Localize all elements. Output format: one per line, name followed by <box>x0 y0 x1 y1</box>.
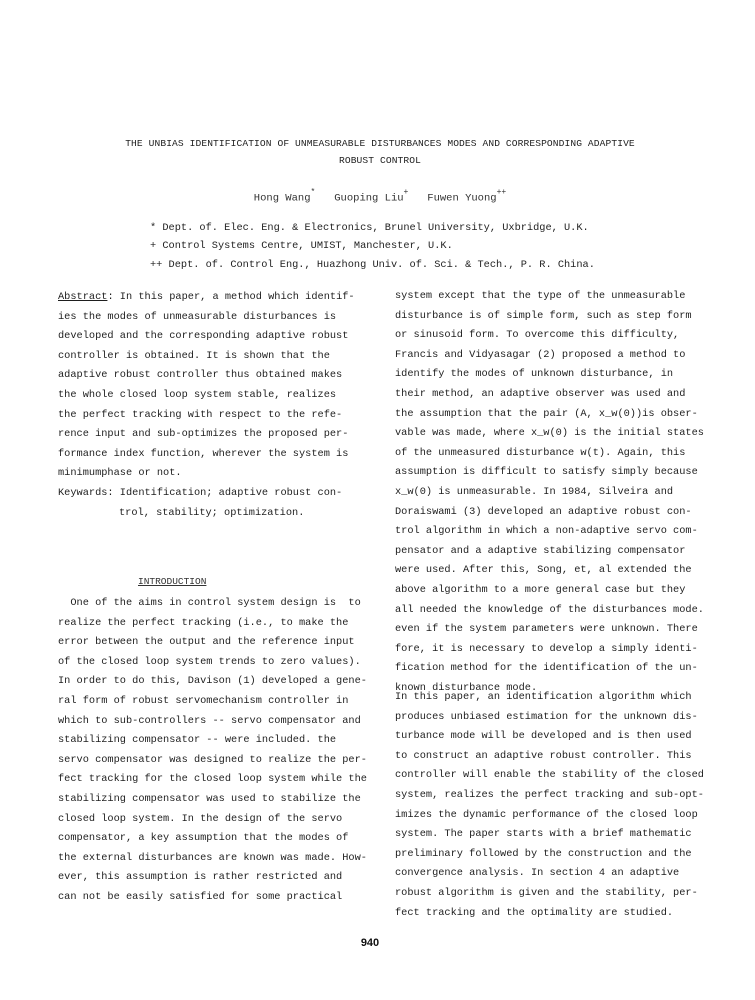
body-line: fect tracking and the optimality are studied. <box>395 906 674 919</box>
body-line: imizes the dynamic performance of the closed loop <box>395 808 698 821</box>
author-name: Hong Wang <box>253 192 311 205</box>
page-number: 940 <box>360 937 380 949</box>
intro-line: can not be easily satisfied for some practical <box>58 890 343 903</box>
right-column-paragraph-1 <box>395 287 705 698</box>
intro-line: stabilizing compensator -- were included. the <box>58 734 337 747</box>
intro-line: of the closed loop system trends to zero values). <box>58 655 361 668</box>
body-line: system except that the type of the unmeasurable <box>395 290 686 302</box>
body-line: known disturbance mode. <box>395 681 538 694</box>
intro-line: One of the aims in control system design is to <box>58 597 361 609</box>
body-line: Doraiswami (3) developed an adaptive robust con- <box>395 505 692 518</box>
paper-title-line-2: ROBUST CONTROL <box>338 155 421 166</box>
abstract-line: minimumphase or not. <box>58 467 182 480</box>
body-line: all needed the knowledge of the disturbances mode. <box>395 603 704 616</box>
affiliation: + Control Systems Centre, UMIST, Manchester, U.K. <box>150 240 453 252</box>
abstract-line: rence input and sub-optimizes the proposed per- <box>58 428 349 441</box>
intro-line: which to sub-controllers -- servo compensator and <box>58 714 361 727</box>
abstract-line: the perfect tracking with respect to the refe- <box>58 408 343 421</box>
section-heading-introduction: INTRODUCTION <box>138 576 207 587</box>
intro-line: ever, this assumption is rather restricted and <box>58 871 343 884</box>
introduction-block <box>58 594 367 908</box>
body-line: system. The paper starts with a brief mathematic <box>395 828 692 841</box>
body-line: their method, an adaptive observer was used and <box>395 387 686 400</box>
intro-line: closed loop system. In the design of the servo <box>58 812 343 825</box>
body-line: trol algorithm in which a non-adaptive servo com- <box>395 525 698 538</box>
abstract-line: ies the modes of unmeasurable disturbances is <box>58 310 337 323</box>
body-line: the assumption that the pair (A, x_w(0))is obser- <box>395 407 698 420</box>
author-mark: + <box>403 188 409 197</box>
body-line: x_w(0) is unmeasurable. In 1984, Silveira and <box>395 485 674 498</box>
abstract-line: controller is obtained. It is shown that the <box>58 349 330 362</box>
body-line: fore, it is necessary to develop a simply identi- <box>395 642 698 655</box>
intro-line: fect tracking for the closed loop system while the <box>58 773 367 786</box>
body-line: vable was made, where x_w(0) is the initial states <box>395 427 704 440</box>
abstract-line: formance index function, wherever the system is <box>58 447 349 460</box>
intro-line: the external disturbances are known was made. How- <box>58 851 367 864</box>
body-line: system, realizes the perfect tracking and sub-opt- <box>395 788 704 801</box>
body-line: fication method for the identification of the un- <box>395 662 698 675</box>
author-name: Guoping Liu <box>334 192 404 205</box>
right-column-paragraph-2 <box>395 688 705 923</box>
keywords-line: trol, stability; optimization. <box>119 506 305 519</box>
paper-title-line-1: THE UNBIAS IDENTIFICATION OF UNMEASURABLE DISTURBANCES MODES AND CORRESPONDING ADAPTIVE <box>125 138 635 149</box>
body-line: identify the modes of unknown disturbance, in <box>395 368 674 381</box>
body-line: assumption is difficult to satisfy simply because <box>395 466 698 479</box>
body-line: of the unmeasured disturbance w(t). Again, this <box>395 446 686 459</box>
intro-line: stabilizing compensator was used to stabilize the <box>58 792 361 805</box>
body-line: to construct an adaptive robust controller. This <box>395 749 692 762</box>
author-name: Fuwen Yuong <box>427 192 497 205</box>
body-line: were used. After this, Song, et, al extended the <box>395 564 692 577</box>
intro-line: realize the perfect tracking (i.e., to make the <box>58 616 349 629</box>
body-line: or sinusoid form. To overcome this difficulty, <box>395 329 680 342</box>
body-line: above algorithm to a more general case but they <box>395 583 686 596</box>
intro-line: ral form of robust servomechanism controller in <box>58 694 349 707</box>
abstract-block <box>58 288 363 523</box>
affiliation: ++ Dept. of. Control Eng., Huazhong Univ. of. Sci. & Tech., P. R. China. <box>150 259 595 271</box>
body-line: convergence analysis. In section 4 an adaptive <box>395 867 680 880</box>
author-list <box>60 190 700 205</box>
abstract-label: Abstract <box>58 291 108 303</box>
keywords-line: Keywards: Identification; adaptive robust con- <box>58 486 343 499</box>
body-line: In this paper, an identification algorithm which <box>395 691 692 703</box>
abstract-line: adaptive robust controller thus obtained makes <box>58 369 343 382</box>
abstract-line: the whole closed loop system stable, realizes <box>58 388 337 401</box>
body-line: preliminary followed by the construction and the <box>395 847 692 860</box>
body-line: pensator and a adaptive stabilizing compensator <box>395 544 686 557</box>
intro-line: servo compensator was designed to realize the per- <box>58 753 367 766</box>
body-line: disturbance is of simple form, such as step form <box>395 309 692 322</box>
body-line: even if the system parameters were unknown. There <box>395 623 698 636</box>
body-line: Francis and Vidyasagar (2) proposed a method to <box>395 348 686 361</box>
body-line: robust algorithm is given and the stability, per- <box>395 886 698 899</box>
intro-line: compensator, a key assumption that the modes of <box>58 832 349 845</box>
abstract-line: Abstract: In this paper, a method which identif- <box>58 291 355 303</box>
body-line: turbance mode will be developed and is then used <box>395 730 692 743</box>
intro-line: In order to do this, Davison (1) developed a gene- <box>58 675 367 688</box>
author-mark: * <box>310 188 316 197</box>
abstract-line: developed and the corresponding adaptive robust <box>58 330 349 343</box>
intro-line: error between the output and the reference input <box>58 636 355 649</box>
affiliation: * Dept. of. Elec. Eng. & Electronics, Brunel University, Uxbridge, U.K. <box>150 222 589 234</box>
author-mark: ++ <box>496 188 507 197</box>
body-line: controller will enable the stability of the closed <box>395 769 704 782</box>
body-line: produces unbiased estimation for the unknown dis- <box>395 710 698 723</box>
